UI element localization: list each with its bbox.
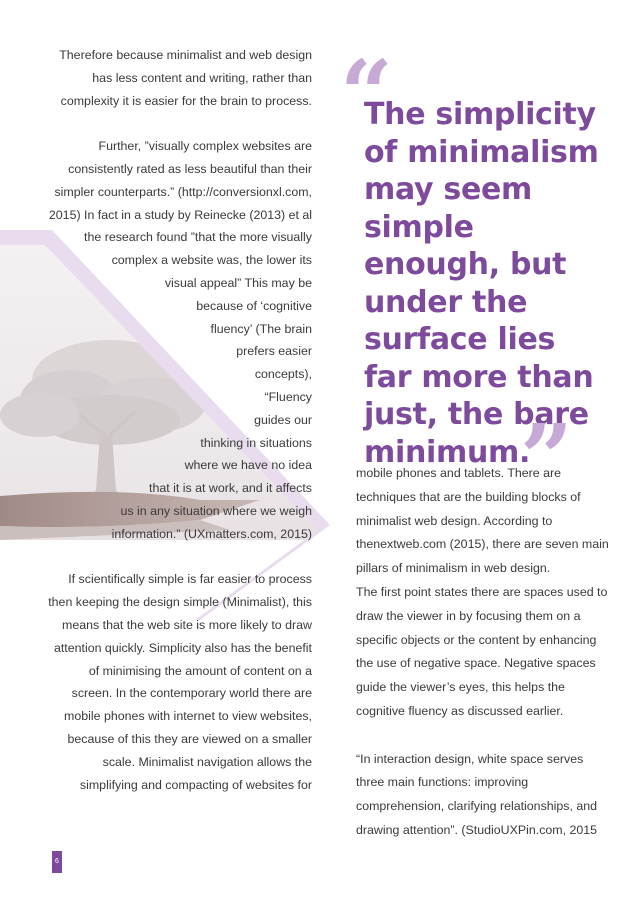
text-line: the research found ”that the more visually (84, 230, 312, 245)
text-line: techniques that are the building blocks of (356, 489, 581, 504)
close-quote-mark: ” (520, 404, 573, 512)
text-line: Therefore because minimalist and web design (59, 48, 312, 62)
text-line: us in any situation where we weigh (120, 503, 312, 518)
text-line: then keeping the design simple (Minimalist), this (48, 595, 312, 610)
text-line: has less content and writing, rather than (92, 70, 312, 85)
text-line: where we have no idea (184, 458, 312, 473)
text-line: guides our (254, 412, 312, 427)
page-number-badge: 6 (52, 851, 62, 873)
pull-quote-line: far more than (364, 359, 594, 395)
right-column (356, 462, 638, 843)
text-line: means that the web site is more likely to draw (62, 617, 312, 632)
pull-quote-line: enough, but (364, 247, 567, 282)
text-line: because of ‘cognitive (196, 298, 312, 313)
pull-quote-line: surface lies (364, 322, 556, 357)
text-line: fluency’ (The brain (210, 321, 312, 336)
text-line: The first point states there are spaces used to (356, 584, 608, 599)
text-line: simpler counterparts.” (http://conversionxl.com, (54, 184, 312, 199)
text-line: thenextweb.com (2015), there are seven main (356, 537, 609, 552)
open-quote-mark: “ (340, 40, 393, 148)
text-line: minimalist web design. According to (356, 513, 553, 528)
text-line: information.” (UXmatters.com, 2015) (111, 526, 312, 541)
text-line: scale. Minimalist navigation allows the (102, 754, 312, 769)
text-line: consistently rated as less beautiful than their (68, 161, 312, 176)
text-line: prefers easier (236, 344, 312, 359)
pull-quote-line: of minimalism (364, 134, 599, 170)
blank-line (356, 724, 638, 748)
text-line: complexity it is easier for the brain to process. (60, 93, 312, 108)
text-line: drawing attention”. (StudioUXPin.com, 2015 (356, 822, 598, 837)
text-line: thinking in situations (200, 435, 312, 450)
text-line: guide the viewer’s eyes, this helps the (356, 680, 565, 695)
text-line: “Fluency (264, 389, 312, 404)
text-line: comprehension, clarifying relationships, and (356, 799, 598, 814)
text-line: complex a website was, the lower its (111, 253, 312, 268)
text-line: of minimising the amount of content on a (88, 663, 312, 678)
text-line: “In interaction design, white space serves (356, 751, 584, 766)
text-line: mobile phones with internet to view websites, (64, 709, 312, 724)
text-line: three main functions: improving (356, 775, 529, 790)
pull-quote-line: The simplicity (364, 97, 596, 132)
text-line: Further, ”visually complex websites are (98, 139, 312, 154)
pull-quote-line: simple (364, 209, 474, 245)
text-line: pillars of minimalism in web design. (356, 561, 551, 576)
pull-quote-line: just, the bare (364, 397, 589, 432)
text-line: draw the viewer in by focusing them on a (356, 608, 581, 623)
pull-quote-line: may seem (364, 172, 532, 207)
text-line: If scientifically simple is far easier to process (68, 572, 312, 587)
text-line: cognitive fluency as discussed earlier. (356, 703, 564, 718)
text-line: attention quickly. Simplicity also has the benefit (53, 640, 312, 655)
text-line: the use of negative space. Negative spaces (356, 656, 596, 671)
text-line: that it is at work, and it affects (149, 481, 312, 496)
pull-quote-line: minimum. (364, 434, 531, 470)
pull-quote (364, 96, 634, 471)
text-line: screen. In the contemporary world there are (71, 686, 312, 701)
text-line: 2015) In fact in a study by Reinecke (2013) et al (48, 207, 312, 222)
text-line: specific objects or the content by enhancing (356, 632, 597, 647)
pull-quote-line: under the (364, 284, 528, 320)
left-column (0, 44, 312, 796)
text-line: because of this they are viewed on a smaller (67, 731, 312, 746)
text-line: mobile phones and tablets. There are (356, 466, 562, 480)
text-line: simplifying and compacting of websites for (79, 777, 312, 792)
text-line: visual appeal” This may be (164, 275, 312, 290)
text-line: concepts), (254, 367, 312, 382)
